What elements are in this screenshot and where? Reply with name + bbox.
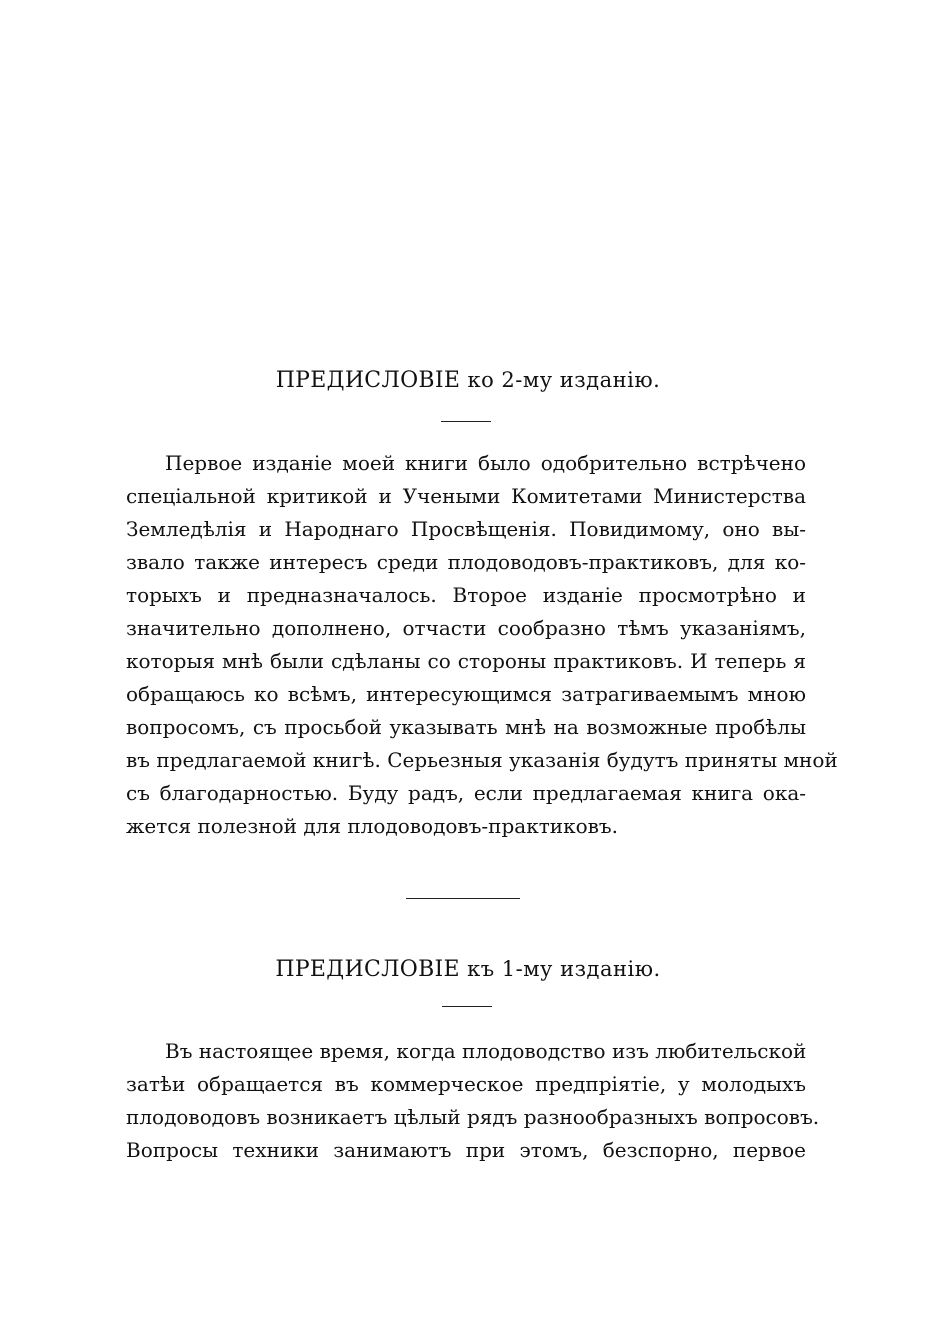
paragraph-line: Въ настоящее время, когда плодоводство изъ любительской	[165, 1039, 807, 1063]
paragraph-line: затѣи обращается въ коммерческое предпріятіе, у молодыхъ	[126, 1072, 806, 1096]
paragraph-line: въ предлагаемой книгѣ. Серьезныя указанія будутъ приняты мной	[126, 748, 838, 772]
preface-2-title-caps: ПРЕДИСЛОВІЕ	[275, 368, 461, 393]
paragraph-line: съ благодарностью. Буду радъ, если предлагаемая книга ока-	[126, 781, 806, 805]
preface-2-title-rest: ко 2-му изданію.	[467, 368, 661, 392]
section-separator	[406, 898, 520, 899]
preface-1-body	[126, 1035, 820, 1167]
preface-2-title	[0, 368, 936, 393]
paragraph-line: звало также интересъ среди плодоводовъ-практиковъ, для ко-	[126, 550, 806, 574]
paragraph-line: которыя мнѣ были сдѣланы со стороны практиковъ. И теперь я	[126, 649, 806, 673]
preface-1-title-caps: ПРЕДИСЛОВІЕ	[275, 957, 460, 982]
preface-2-title-rule	[441, 421, 491, 422]
paragraph-line: вопросомъ, съ просьбой указывать мнѣ на возможные пробѣлы	[126, 715, 806, 739]
preface-1-title-rest: къ 1-му изданію.	[467, 957, 661, 981]
paragraph-line: плодоводовъ возникаетъ цѣлый рядъ разнообразныхъ вопросовъ.	[126, 1105, 820, 1129]
paragraph-line: обращаюсь ко всѣмъ, интересующимся затрагиваемымъ мною	[126, 682, 806, 706]
paragraph-line: торыхъ и предназначалось. Второе изданіе просмотрѣно и	[126, 583, 806, 607]
paragraph-line: Первое изданіе моей книги было одобрительно встрѣчено	[165, 451, 806, 475]
paragraph-line: жется полезной для плодоводовъ-практиковъ.	[126, 814, 619, 838]
paragraph-line: Вопросы техники занимаютъ при этомъ, безспорно, первое	[126, 1138, 806, 1162]
preface-2-body	[126, 447, 838, 843]
paragraph-line: значительно дополнено, отчасти сообразно тѣмъ указаніямъ,	[126, 616, 806, 640]
paragraph-line: Земледѣлія и Народнаго Просвѣщенія. Повидимому, оно вы-	[126, 517, 806, 541]
paragraph-line: спеціальной критикой и Учеными Комитетами Министерства	[126, 484, 806, 508]
preface-1-title-rule	[442, 1006, 492, 1007]
preface-1-title	[0, 957, 936, 982]
